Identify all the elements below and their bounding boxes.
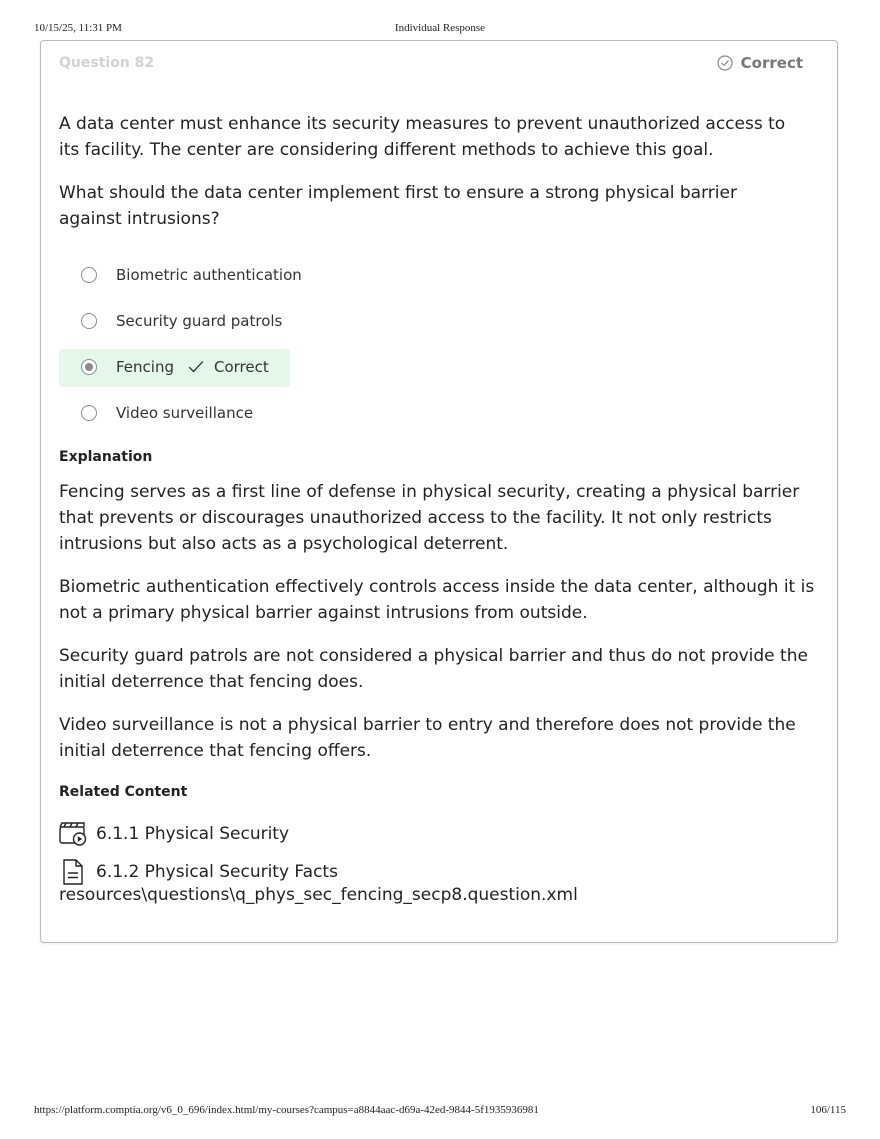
- checkmark-icon: [188, 360, 204, 374]
- explanation-paragraph: Security guard patrols are not considered a physical barrier and thus do not provide the initial deterrence that fencing does.: [59, 646, 808, 692]
- document-icon: [59, 859, 88, 885]
- choice-label: Video surveillance: [116, 404, 254, 422]
- related-item-label: 6.1.1 Physical Security: [96, 824, 290, 844]
- explanation-paragraph: Biometric authentication effectively controls access inside the data center, although it is not a primary physical barrier against intrusions from outside.: [59, 577, 815, 623]
- print-title: Individual Response: [394, 22, 486, 34]
- choice-label: Security guard patrols: [116, 312, 283, 330]
- radio-button-selected[interactable]: [81, 359, 97, 375]
- choice-fencing[interactable]: [59, 349, 290, 387]
- question-number: Question 82: [59, 55, 155, 71]
- choice-video-surveillance[interactable]: [59, 395, 659, 433]
- related-content-list: [59, 815, 819, 891]
- related-content-heading: Related Content: [59, 784, 188, 800]
- status-label: Correct: [740, 54, 803, 72]
- explanation-paragraph: Fencing serves as a first line of defense in physical security, creating a physical barrier that prevents or discourages unauthorized access to the facility. It not only restricts intrusions but also acts as a psychological deterrent.: [59, 482, 800, 554]
- related-item-physical-security[interactable]: [59, 815, 819, 853]
- print-page-number: 106/115: [810, 1104, 846, 1116]
- choice-security-guard-patrols[interactable]: [59, 303, 659, 341]
- explanation-heading: Explanation: [59, 449, 153, 465]
- radio-button[interactable]: [81, 405, 97, 421]
- explanation-paragraph: Video surveillance is not a physical barrier to entry and therefore does not provide the initial deterrence that fencing offers.: [59, 715, 796, 761]
- prompt-paragraph: A data center must enhance its security measures to prevent unauthorized access to its facility. The center are considering different methods to achieve this goal.: [59, 114, 786, 160]
- choice-label: Fencing: [116, 358, 174, 376]
- question-file-path: resources\questions\q_phys_sec_fencing_secp8.question.xml: [59, 885, 578, 905]
- prompt-paragraph: What should the data center implement first to ensure a strong physical barrier against intrusions?: [59, 183, 737, 229]
- print-datetime: 10/15/25, 11:31 PM: [34, 22, 122, 34]
- choice-biometric-authentication[interactable]: [59, 257, 659, 295]
- choice-label: Biometric authentication: [116, 266, 302, 284]
- status-badge: [717, 54, 803, 72]
- question-card: [40, 40, 838, 943]
- check-circle-icon: [717, 55, 733, 71]
- question-prompt: [59, 111, 799, 249]
- explanation-body: [59, 479, 824, 781]
- related-item-label: 6.1.2 Physical Security Facts: [96, 862, 338, 882]
- print-url: https://platform.comptia.org/v6_0_696/index.html/my-courses?campus=a8844aac-d69a-42ed-9844-5f1935936981: [34, 1104, 539, 1116]
- answer-choices: [59, 257, 659, 441]
- radio-button[interactable]: [81, 313, 97, 329]
- video-icon: [59, 822, 88, 846]
- feedback-label: Correct: [214, 358, 269, 376]
- radio-button[interactable]: [81, 267, 97, 283]
- correct-feedback: [188, 358, 269, 376]
